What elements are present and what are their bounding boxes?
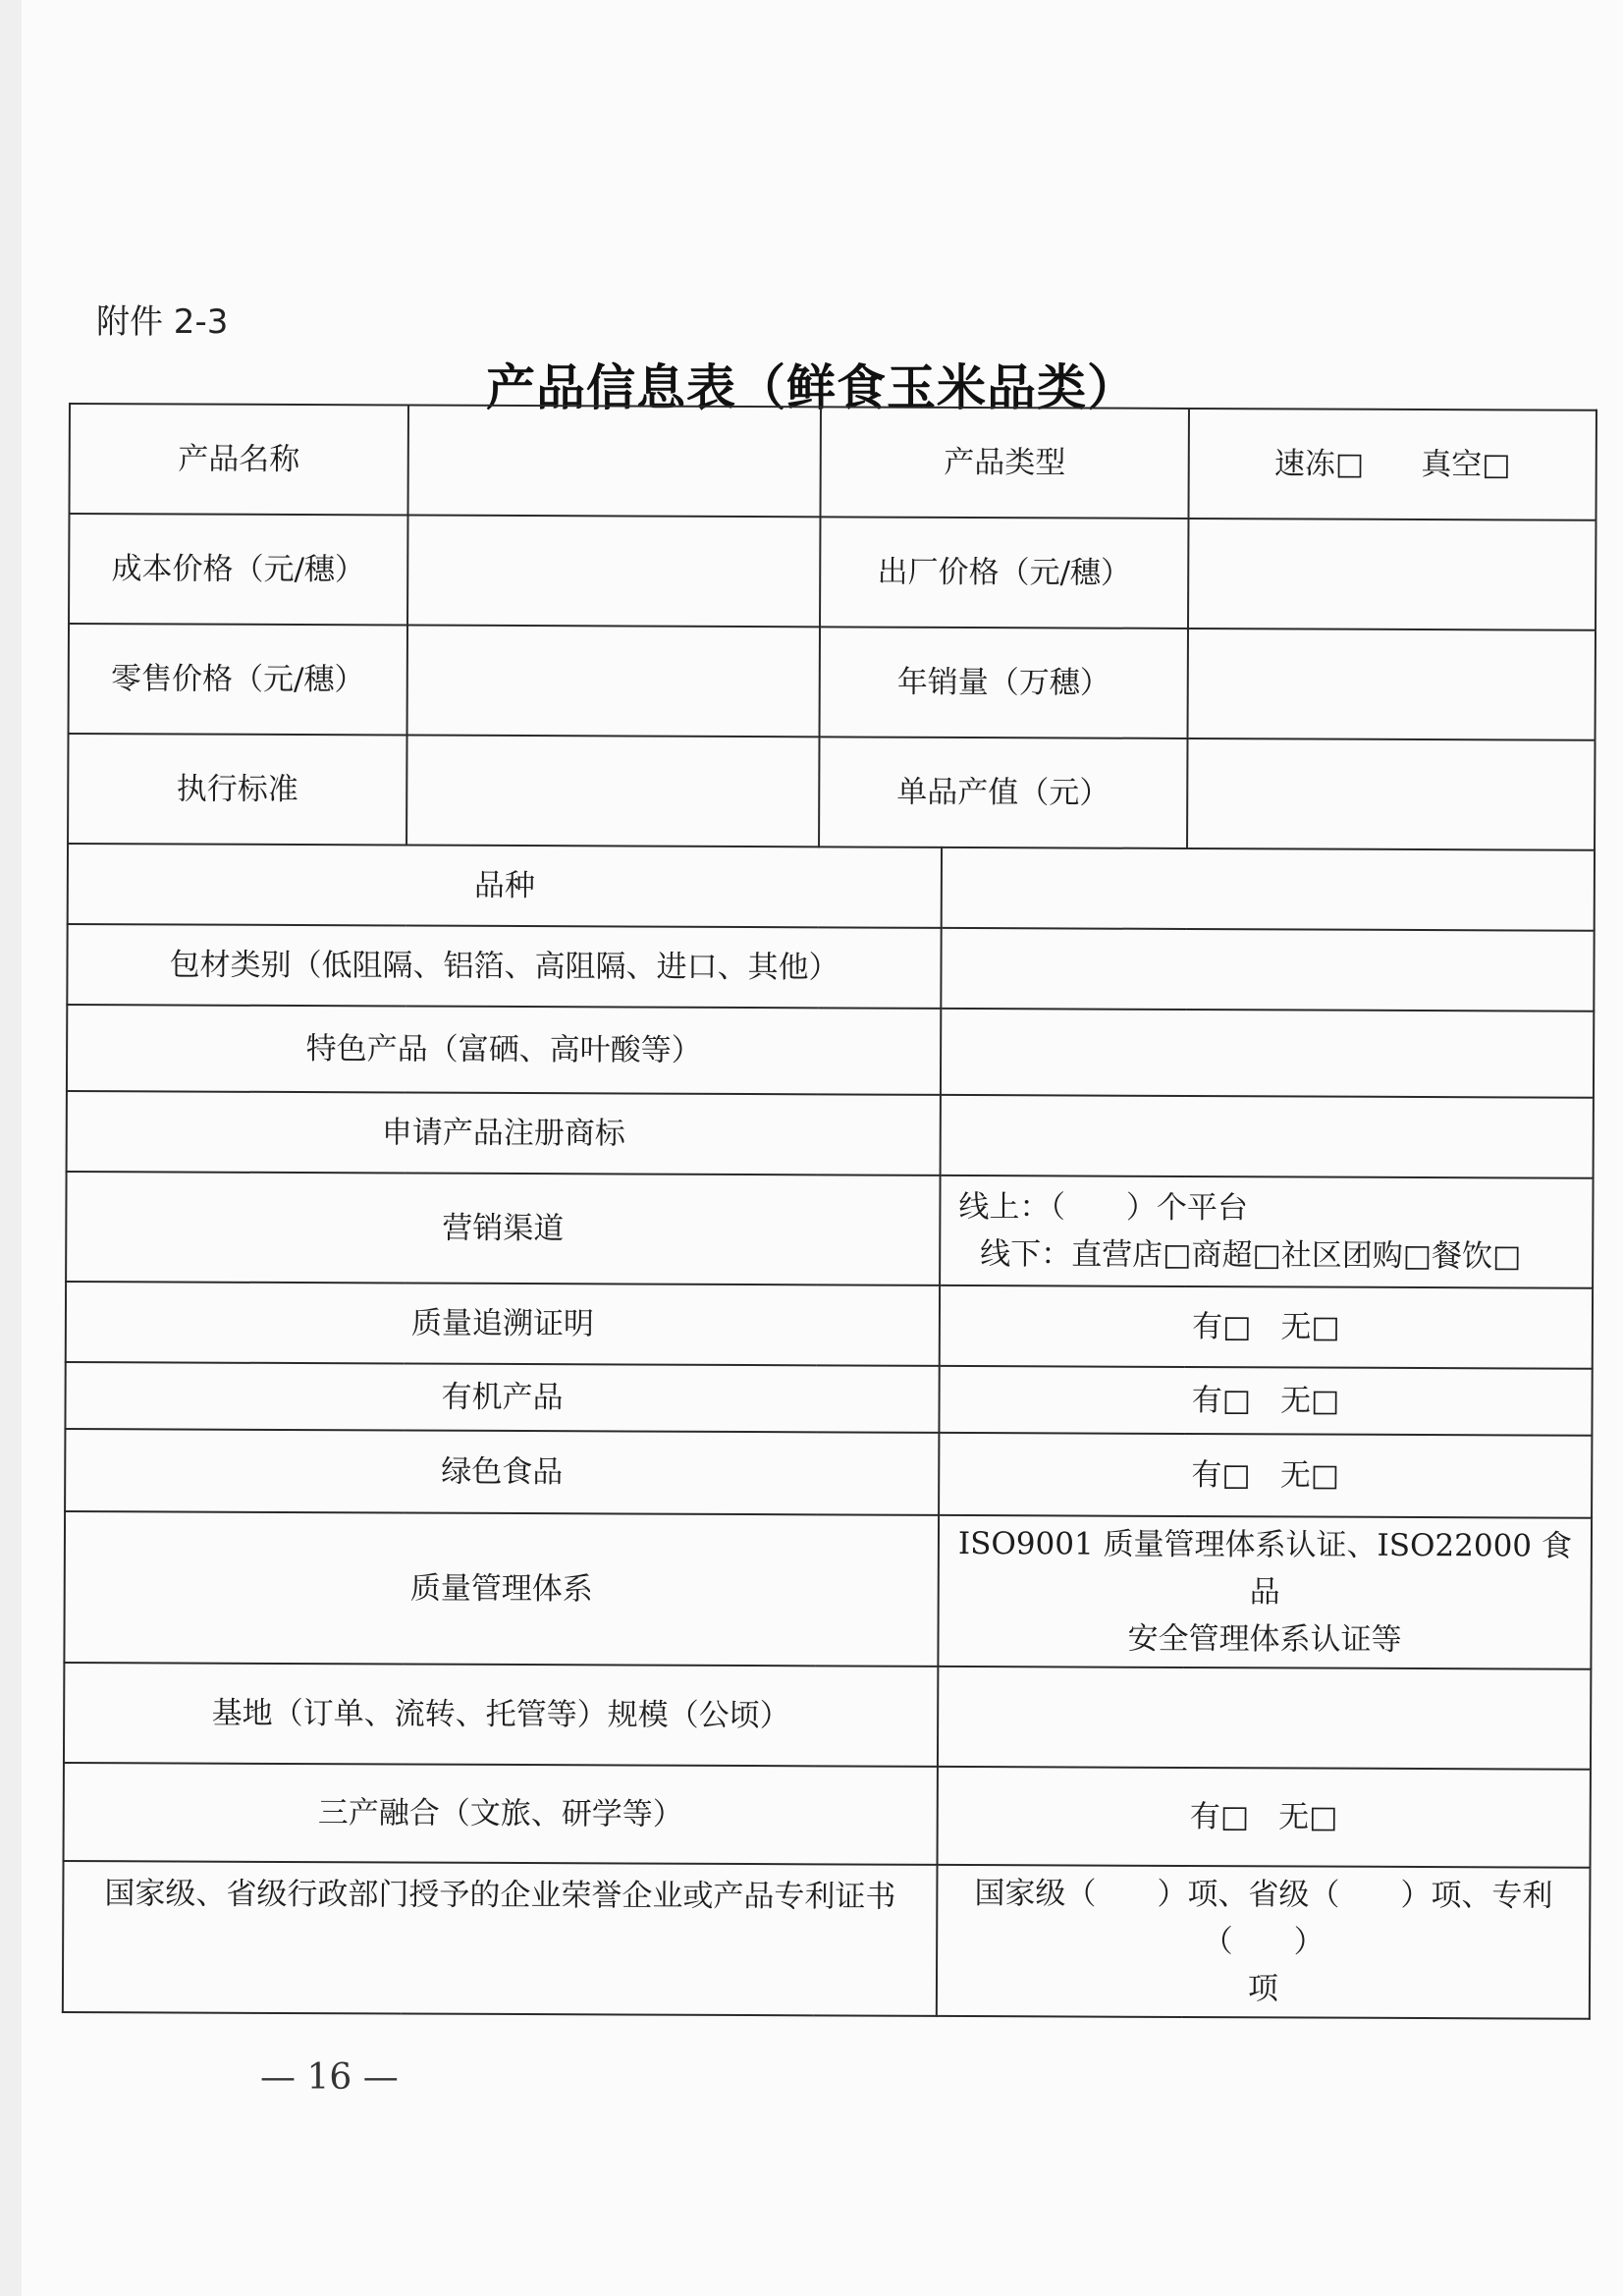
traceability-no-checkbox[interactable]: 无□ <box>1280 1309 1340 1345</box>
offline-channel[interactable]: 线下：直营店□商超□社区团购□餐饮□ <box>980 1236 1522 1275</box>
scan-edge <box>0 0 22 2296</box>
organic-label: 有机产品 <box>65 1362 939 1433</box>
organic-yes-checkbox[interactable]: 有□ <box>1191 1382 1252 1419</box>
integration-no-checkbox[interactable]: 无□ <box>1278 1799 1338 1835</box>
integration-label: 三产融合（文旅、研学等） <box>64 1763 938 1865</box>
base-scale-label: 基地（订单、流转、托管等）规模（公顷） <box>64 1663 938 1767</box>
honors-field <box>937 1865 1591 2019</box>
table-row <box>68 844 1595 931</box>
annual-sales-field[interactable] <box>1188 629 1596 740</box>
trademark-field[interactable] <box>941 1095 1594 1178</box>
cost-price-label: 成本价格（元/穗） <box>69 514 407 626</box>
specialty-field[interactable] <box>941 1009 1594 1098</box>
product-name-label: 产品名称 <box>70 404 408 516</box>
honors-label: 国家级、省级行政部门授予的企业荣誉企业或产品专利证书 <box>63 1861 938 2016</box>
marketing-field <box>940 1175 1593 1288</box>
annual-sales-label: 年销量（万穗） <box>820 627 1188 738</box>
green-no-checkbox[interactable]: 无□ <box>1279 1457 1340 1494</box>
table-row <box>65 1429 1592 1518</box>
table-row <box>66 1172 1593 1288</box>
variety-label: 品种 <box>68 844 942 928</box>
table-row <box>68 734 1595 850</box>
trademark-label: 申请产品注册商标 <box>67 1091 941 1175</box>
product-type-options <box>1188 409 1596 520</box>
factory-price-label: 出厂价格（元/穗） <box>820 517 1188 629</box>
green-food-options <box>939 1433 1592 1518</box>
table-row <box>64 1663 1591 1770</box>
table-row <box>67 1005 1594 1098</box>
packaging-field[interactable] <box>941 928 1594 1011</box>
honors-count-line2: 项 <box>1247 1971 1279 2007</box>
vacuum-checkbox[interactable]: 真空□ <box>1421 446 1511 483</box>
table-row <box>64 1763 1591 1868</box>
attachment-label: 附件 2-3 <box>96 302 229 342</box>
integration-yes-checkbox[interactable]: 有□ <box>1189 1799 1250 1835</box>
page-number: — 16 — <box>260 2057 399 2098</box>
product-name-field[interactable] <box>408 406 821 518</box>
product-type-label: 产品类型 <box>820 407 1188 519</box>
integration-options <box>938 1767 1591 1868</box>
table-row <box>64 1511 1592 1669</box>
green-food-label: 绿色食品 <box>65 1429 939 1515</box>
traceability-options <box>940 1285 1593 1369</box>
specialty-label: 特色产品（富硒、高叶酸等） <box>67 1005 941 1095</box>
form-title: 产品信息表（鲜食玉米品类） <box>486 359 1137 416</box>
product-info-table <box>62 403 1597 2020</box>
table-row <box>66 1282 1593 1369</box>
cost-price-field[interactable] <box>407 516 820 628</box>
online-channel[interactable]: 线上：（ ）个平台 <box>958 1188 1249 1227</box>
organic-options <box>939 1366 1592 1436</box>
table-row <box>70 404 1596 520</box>
table-row <box>69 514 1596 630</box>
table-row <box>69 624 1596 740</box>
traceability-yes-checkbox[interactable]: 有□ <box>1192 1308 1252 1345</box>
quality-system-label: 质量管理体系 <box>64 1511 939 1667</box>
retail-price-field[interactable] <box>407 626 820 738</box>
base-scale-field[interactable] <box>938 1667 1591 1770</box>
standard-field[interactable] <box>406 736 819 847</box>
honors-count-line1[interactable]: 国家级（ ）项、省级（ ）项、专利（ ） <box>974 1876 1553 1960</box>
unit-output-field[interactable] <box>1187 738 1595 850</box>
frozen-checkbox[interactable]: 速冻□ <box>1273 446 1365 482</box>
packaging-label: 包材类别（低阻隔、铝箔、高阻隔、进口、其他） <box>67 924 941 1009</box>
organic-no-checkbox[interactable]: 无□ <box>1279 1383 1340 1419</box>
marketing-label: 营销渠道 <box>66 1172 940 1285</box>
traceability-label: 质量追溯证明 <box>66 1282 940 1366</box>
unit-output-label: 单品产值（元） <box>819 737 1187 848</box>
green-yes-checkbox[interactable]: 有□ <box>1191 1456 1251 1494</box>
standard-label: 执行标准 <box>68 734 406 846</box>
table-row <box>67 1091 1594 1178</box>
quality-system-field <box>938 1515 1592 1669</box>
table-row <box>63 1861 1591 2019</box>
quality-system-text-line1: ISO9001 质量管理体系认证、ISO22000 食品 <box>957 1525 1573 1611</box>
table-row <box>65 1362 1592 1436</box>
table-row <box>67 924 1594 1011</box>
factory-price-field[interactable] <box>1188 519 1596 630</box>
variety-field[interactable] <box>942 847 1595 931</box>
retail-price-label: 零售价格（元/穗） <box>69 624 407 736</box>
quality-system-text-line2: 安全管理体系认证等 <box>1127 1620 1402 1659</box>
